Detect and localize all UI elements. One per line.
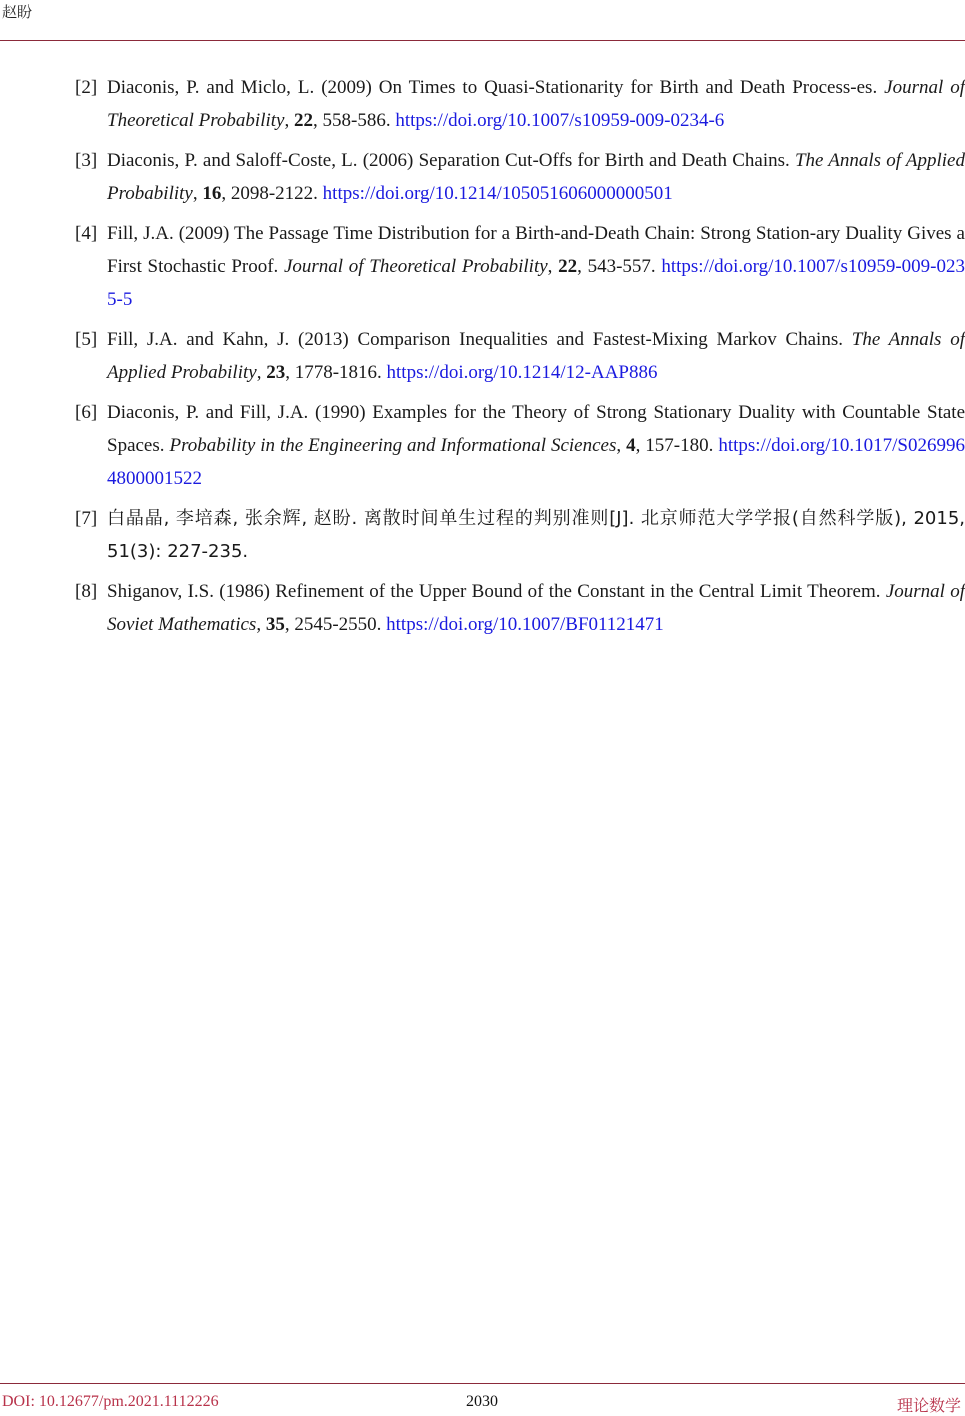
reference-pages: , 558-586. [313,110,396,131]
reference-body [107,217,965,316]
reference-item [75,217,965,316]
reference-body [107,323,965,389]
reference-journal: Journal of Theoretical Probability [283,256,548,277]
reference-separator: , [547,256,559,277]
page-number: 2030 [466,1393,498,1410]
reference-volume: 35 [265,614,285,635]
reference-text: Fill, J.A. and Kahn, J. (2013) Comparison Inequalities and Fastest-Mixing Markov Chains. [107,329,852,350]
reference-pages: , 2545-2550. [284,614,387,635]
reference-separator: , [256,614,266,635]
reference-doi-link[interactable]: https://doi.org/10.1007/s10959-009-0234-6 [395,110,725,131]
reference-body: 白晶晶, 李培森, 张余辉, 赵盼. 离散时间单生过程的判别准则[J]. 北京师范大学学报(自然科学版), 2015, 51(3): 227-235. [107,508,965,562]
reference-volume: 22 [558,256,578,277]
reference-volume: 23 [266,362,286,383]
reference-journal: Probability in the Engineering and Informational Sciences [169,435,617,456]
reference-item [75,502,965,568]
reference-number: [3] [75,150,98,171]
reference-body [107,144,965,210]
reference-doi-link[interactable]: https://doi.org/10.1214/105051606000000501 [322,183,673,204]
reference-doi-link[interactable]: https://doi.org/10.1017/S0269964800001522 [107,435,965,489]
page-header [0,0,965,41]
reference-text: Diaconis, P. and Fill, J.A. (1990) Examples for the Theory of Strong Stationary Duality with Countable State Spaces. [107,402,965,456]
reference-text: Diaconis, P. and Miclo, L. (2009) On Times to Quasi-Stationarity for Birth and Death Process-es. [107,77,885,98]
reference-item [75,144,965,210]
reference-journal: The Annals of Applied Probability [107,329,965,383]
reference-separator: , [284,110,294,131]
reference-body [107,396,965,495]
reference-journal: Journal of Theoretical Probability [107,77,965,131]
reference-number: [6] [75,402,98,423]
reference-item [75,575,965,641]
reference-pages: , 2098-2122. [221,183,323,204]
reference-text: Diaconis, P. and Saloff-Coste, L. (2006) Separation Cut-Offs for Birth and Death Chains. [107,150,795,171]
reference-item [75,323,965,389]
header-author: 赵盼 [2,3,33,21]
reference-doi-link[interactable]: https://doi.org/10.1007/s10959-009-0235-5 [107,256,965,310]
reference-number: [7] [75,508,98,529]
reference-number: [2] [75,77,98,98]
reference-number: [8] [75,581,98,602]
reference-text: Shiganov, I.S. (1986) Refinement of the Upper Bound of the Constant in the Central Limit Theorem. [107,581,886,602]
reference-pages: , 543-557. [577,256,662,277]
reference-number: [5] [75,329,98,350]
reference-doi-link[interactable]: https://doi.org/10.1214/12-AAP886 [386,362,658,383]
reference-journal: The Annals of Applied Probability [107,150,965,204]
reference-pages: , 1778-1816. [285,362,387,383]
reference-item [75,71,965,137]
reference-text: Fill, J.A. (2009) The Passage Time Distribution for a Birth-and-Death Chain: Strong Station-ary Duality Gives a First Stochastic Proof. [107,223,965,277]
reference-item [75,396,965,495]
page-footer [0,1383,965,1415]
reference-volume: 22 [294,110,313,131]
reference-body [107,575,965,641]
reference-body [107,71,965,137]
reference-separator: , [256,362,267,383]
reference-journal: Journal of Soviet Mathematics [107,581,965,635]
reference-pages: , 157-180. [635,435,719,456]
reference-list [75,71,965,648]
reference-number: [4] [75,223,98,244]
footer-journal-name: 理论数学 [896,1396,961,1415]
reference-separator: , [616,435,627,456]
reference-doi-link[interactable]: https://doi.org/10.1007/BF01121471 [386,614,664,635]
reference-volume: 16 [202,183,222,204]
footer-doi: DOI: 10.12677/pm.2021.1112226 [2,1393,219,1410]
reference-volume: 4 [626,435,636,456]
reference-separator: , [192,183,203,204]
